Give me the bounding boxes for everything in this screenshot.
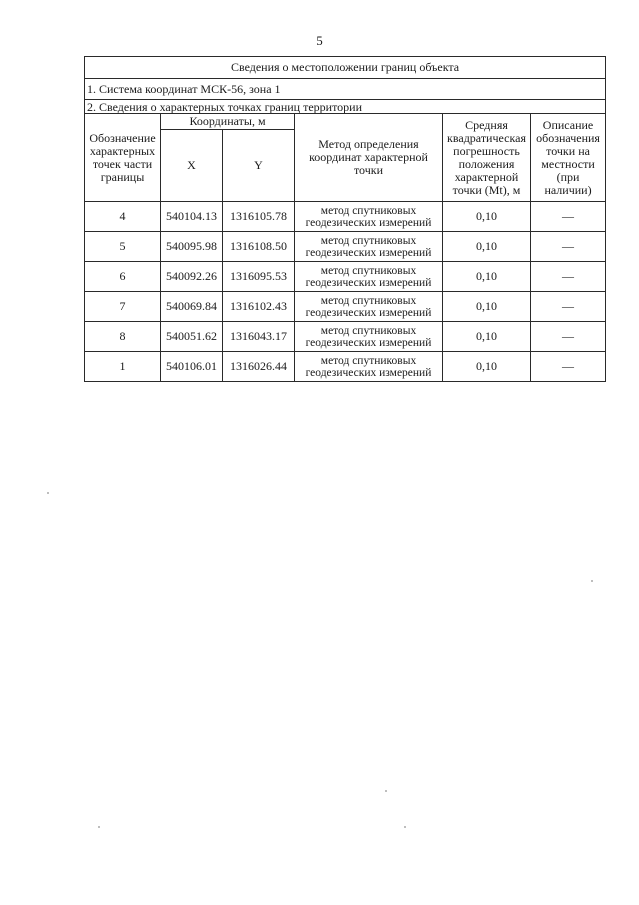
table-row — [85, 262, 606, 292]
scan-speck — [404, 826, 406, 828]
boundary-table — [84, 56, 606, 382]
section1-row — [85, 79, 606, 100]
header-x: X — [161, 130, 223, 202]
cell-error: 0,10 — [443, 202, 531, 232]
cell-x: 540092.26 — [161, 262, 223, 292]
cell-x: 540104.13 — [161, 202, 223, 232]
table-row — [85, 352, 606, 382]
header-y: Y — [223, 130, 295, 202]
table-row — [85, 292, 606, 322]
cell-y: 1316095.53 — [223, 262, 295, 292]
coordinate-system: 1. Система координат МСК-56, зона 1 — [85, 79, 606, 100]
cell-error: 0,10 — [443, 262, 531, 292]
header-row-1 — [85, 114, 606, 130]
table-title: Сведения о местоположении границ объекта — [85, 57, 606, 79]
table-row — [85, 232, 606, 262]
cell-description: — — [531, 292, 606, 322]
cell-error: 0,10 — [443, 352, 531, 382]
cell-error: 0,10 — [443, 322, 531, 352]
cell-description: — — [531, 262, 606, 292]
cell-method: метод спутниковых геодезических измерений — [295, 262, 443, 292]
cell-y: 1316043.17 — [223, 322, 295, 352]
cell-error: 0,10 — [443, 292, 531, 322]
cell-description: — — [531, 322, 606, 352]
cell-x: 540069.84 — [161, 292, 223, 322]
cell-description: — — [531, 352, 606, 382]
scan-speck — [385, 790, 387, 792]
scan-speck — [47, 492, 49, 494]
cell-method: метод спутниковых геодезических измерений — [295, 322, 443, 352]
cell-description: — — [531, 232, 606, 262]
cell-point: 5 — [85, 232, 161, 262]
cell-y: 1316108.50 — [223, 232, 295, 262]
cell-point: 1 — [85, 352, 161, 382]
cell-x: 540095.98 — [161, 232, 223, 262]
cell-method: метод спутниковых геодезических измерений — [295, 352, 443, 382]
cell-x: 540051.62 — [161, 322, 223, 352]
cell-method: метод спутниковых геодезических измерений — [295, 292, 443, 322]
header-method: Метод определения координат характерной точки — [295, 114, 443, 202]
scan-speck — [591, 580, 593, 582]
cell-x: 540106.01 — [161, 352, 223, 382]
cell-y: 1316105.78 — [223, 202, 295, 232]
header-description: Описание обозначения точки на местности (при наличии) — [531, 114, 606, 202]
cell-error: 0,10 — [443, 232, 531, 262]
cell-y: 1316102.43 — [223, 292, 295, 322]
cell-method: метод спутниковых геодезических измерений — [295, 232, 443, 262]
section2-heading: 2. Сведения о характерных точках границ территории — [85, 100, 606, 114]
cell-point: 6 — [85, 262, 161, 292]
scan-speck — [98, 826, 100, 828]
header-point: Обозначение характерных точек части границы — [85, 114, 161, 202]
page-number: 5 — [316, 33, 323, 48]
cell-point: 7 — [85, 292, 161, 322]
table-title-row — [85, 57, 606, 79]
cell-point: 4 — [85, 202, 161, 232]
table-row — [85, 322, 606, 352]
cell-point: 8 — [85, 322, 161, 352]
cell-method: метод спутниковых геодезических измерений — [295, 202, 443, 232]
cell-description: — — [531, 202, 606, 232]
header-coordinates: Координаты, м — [161, 114, 295, 130]
table-row — [85, 202, 606, 232]
header-error: Средняя квадратическая погрешность положения характерной точки (Mt), м — [443, 114, 531, 202]
section2-row — [85, 100, 606, 114]
cell-y: 1316026.44 — [223, 352, 295, 382]
